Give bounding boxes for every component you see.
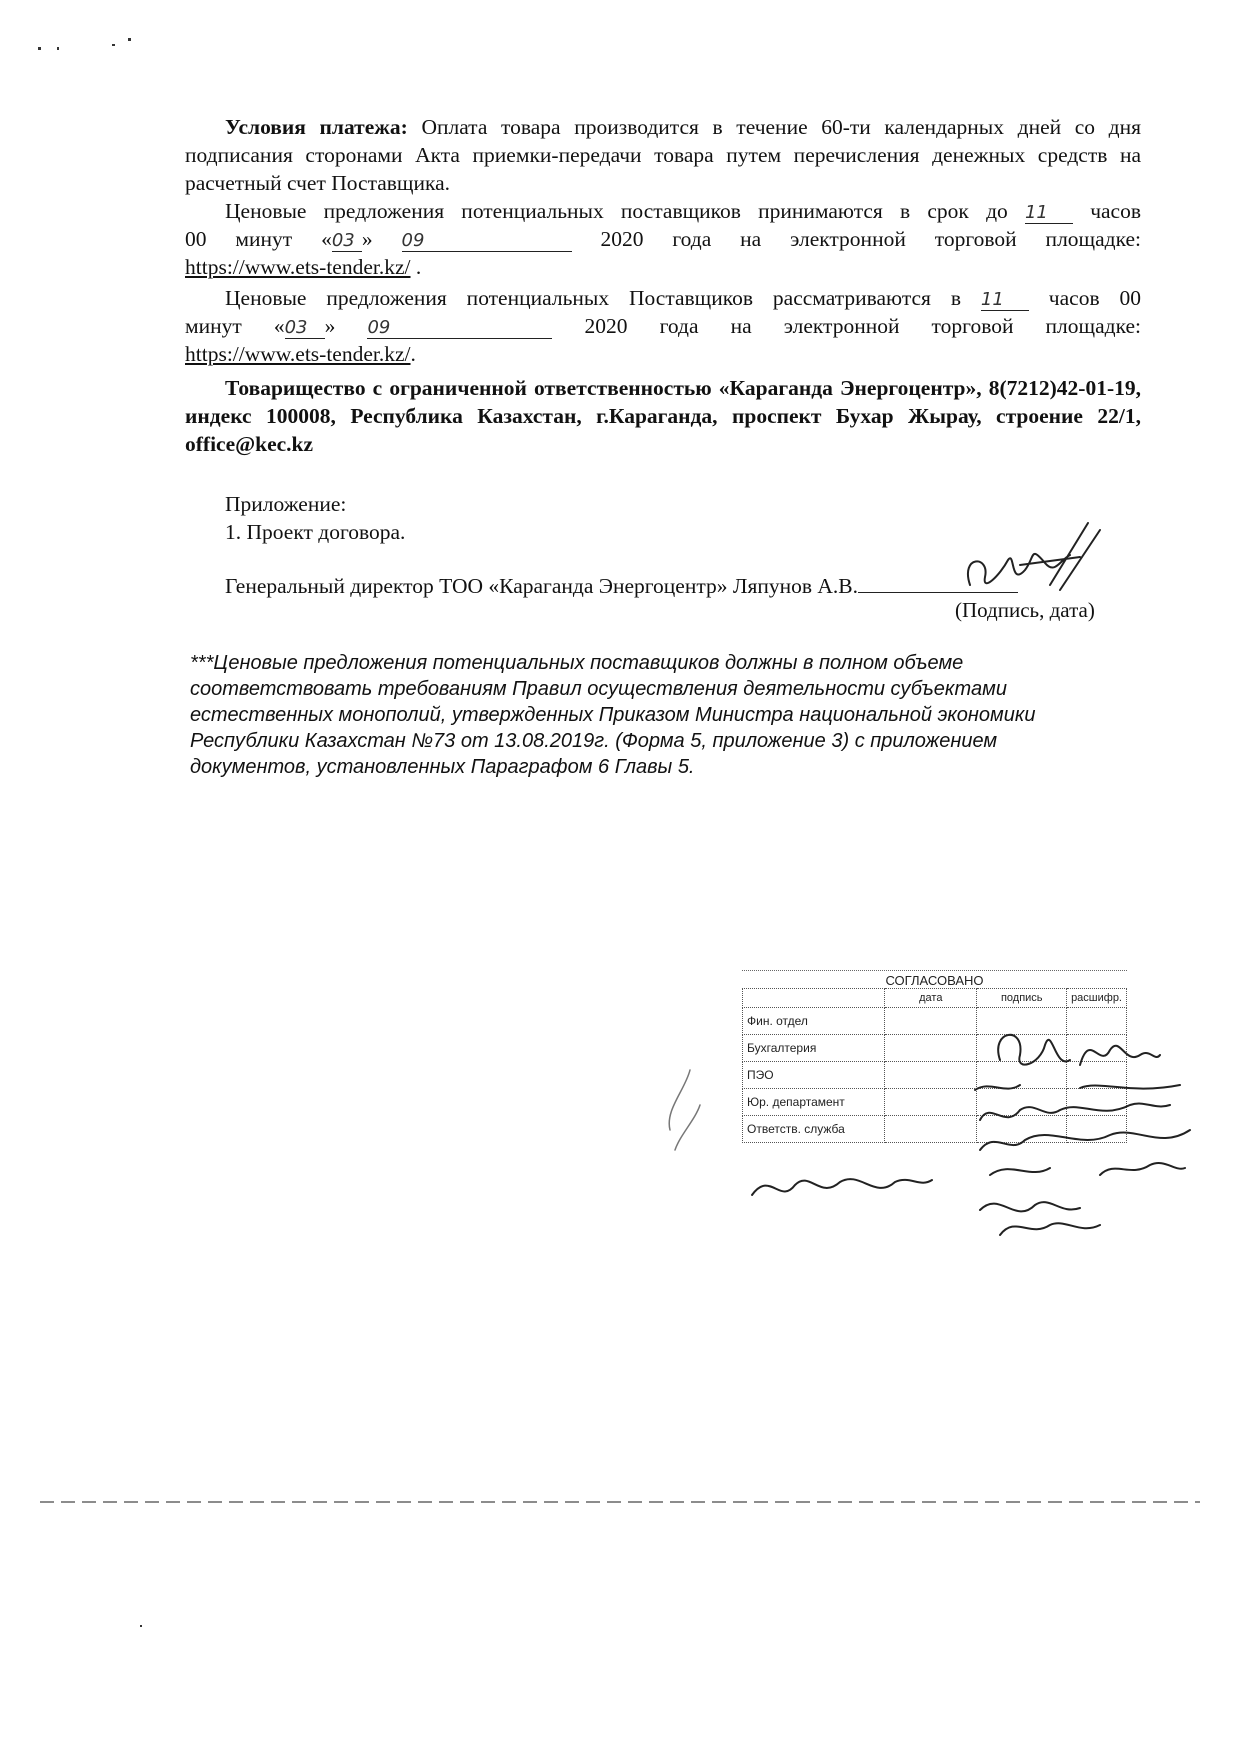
requirements-note: ***Ценовые предложения потенциальных поставщиков должны в полном объеме соответствовать требованиям Правил осуществления деятельности субъектами естественных монополий, утвержденных Приказом Министра национальной экономики Республики Казахстан №73 от 13.08.2019г. (Форма 5, приложение 3) с приложением документов, установленных Параграфом 6 Главы 5. [190, 652, 1036, 778]
url-end: . [410, 255, 422, 279]
handwritten-month: 09 [367, 317, 391, 338]
approval-header-date: дата [885, 989, 977, 1008]
payment-paragraph [185, 113, 1141, 197]
deadline-review-paragraph [185, 284, 1141, 368]
minutes-label: минут « [185, 314, 285, 338]
hours-label: часов 00 [1048, 286, 1141, 310]
deadline-review-line1: Ценовые предложения потенциальных Поставщиков рассматриваются в [225, 286, 961, 310]
approval-signatures [660, 1010, 1200, 1240]
handwritten-day: 03 [284, 317, 308, 338]
handwritten-hour: 11 [980, 289, 1004, 310]
approval-dept: Ответств. служба [743, 1116, 885, 1143]
deadline-accept-paragraph [185, 197, 1141, 281]
deadline-accept-tail: 2020 года на электронной торговой площадке: [600, 227, 1142, 251]
approval-title: СОГЛАСОВАНО [885, 973, 984, 988]
deadline-review-tail: 2020 года на электронной торговой площадке: [584, 314, 1142, 338]
company-paragraph [185, 374, 1141, 458]
quote-close: » [361, 227, 373, 251]
approval-header-row [743, 989, 1127, 1008]
url-end: . [410, 342, 416, 366]
deadline-accept-line1: Ценовые предложения потенциальных поставщиков принимаются в срок до [225, 199, 1008, 223]
scan-speck [128, 38, 131, 41]
attachment-title: Приложение: [225, 492, 347, 516]
ets-tender-link[interactable]: https://www.ets-tender.kz/ [185, 342, 411, 366]
quote-close: » [324, 314, 336, 338]
scan-speck [140, 1625, 142, 1627]
approval-dept: Юр. департамент [743, 1089, 885, 1116]
approval-header-signature: подпись [977, 989, 1067, 1008]
approval-dept: ПЭО [743, 1062, 885, 1089]
payment-text: Оплата товара производится в течение 60-ти календарных дней со дня подписания сторонами Акта приемки-передачи товара путем перечисления денежных средств на расчетный счет Поставщика. [185, 115, 1142, 195]
scan-speck [57, 47, 59, 50]
scan-speck [38, 47, 41, 50]
attachment-block [225, 490, 405, 546]
minutes-label: 00 минут « [185, 227, 332, 251]
approval-dept: Фин. отдел [743, 1008, 885, 1035]
page-separator [0, 1500, 1240, 1504]
approval-dept: Бухгалтерия [743, 1035, 885, 1062]
company-text: Товарищество с ограниченной ответственностью «Караганда Энергоцентр», 8(7212)42-01-19, индекс 100008, Республика Казахстан, г.Караганда, проспект Бухар Жырау, строение 22/1, office@kec.kz [185, 376, 1141, 456]
attachment-item: 1. Проект договора. [225, 520, 406, 544]
approval-header [743, 989, 885, 1008]
handwritten-month: 09 [401, 230, 425, 251]
signature-caption: (Подпись, дата) [955, 598, 1095, 622]
payment-label: Условия платежа: [225, 115, 408, 139]
director-signature [960, 515, 1110, 600]
handwritten-day: 03 [331, 230, 355, 251]
scan-speck [112, 44, 115, 46]
director-line [225, 572, 1018, 600]
ets-tender-link[interactable]: https://www.ets-tender.kz/ [185, 255, 411, 279]
handwritten-hour: 11 [1024, 202, 1048, 223]
approval-header-decode: расшифр. [1067, 989, 1127, 1008]
hours-label: часов [1090, 199, 1142, 223]
director-text: Генеральный директор ТОО «Караганда Энергоцентр» Ляпунов А.В. [225, 574, 859, 598]
